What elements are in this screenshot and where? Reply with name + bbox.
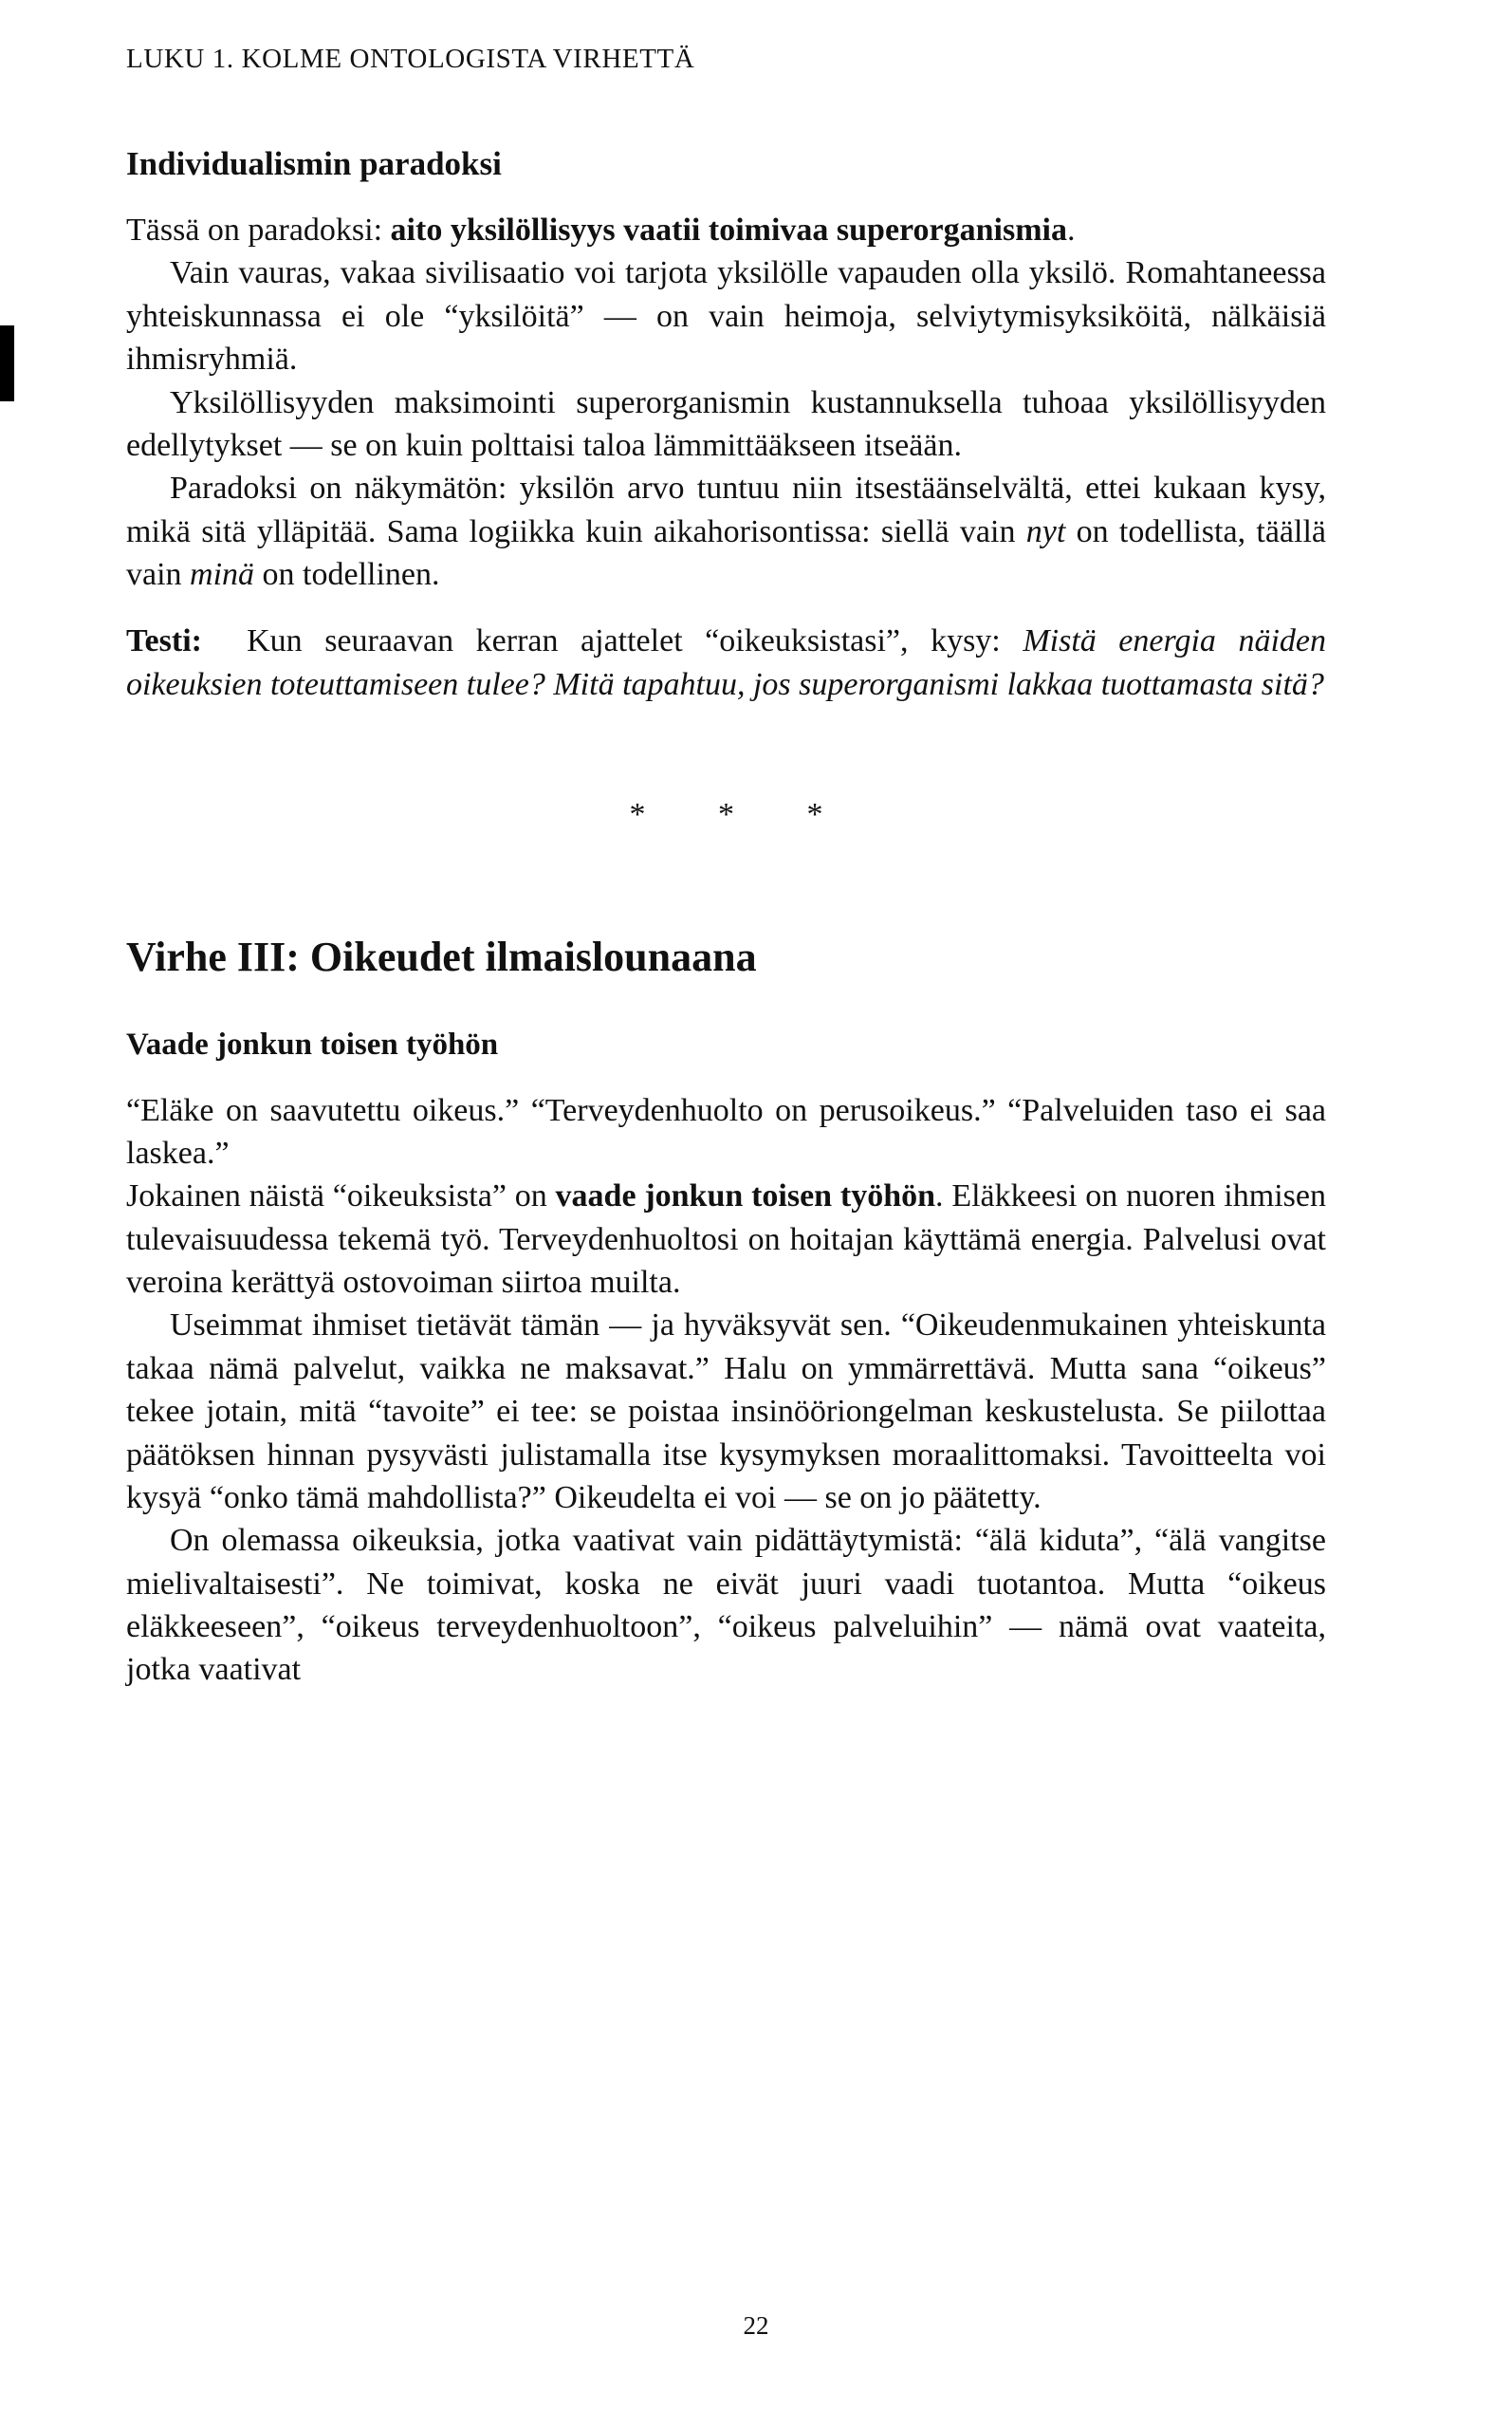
- paradox-p4-c: on todellinen.: [254, 557, 440, 592]
- paradox-lead-text: Tässä on paradoksi:: [126, 213, 391, 248]
- paradox-p4-italic-mina: minä: [190, 557, 255, 592]
- testi-label: Testi:: [126, 623, 202, 659]
- paragraph-jokainen-naista: [126, 1175, 1326, 1304]
- paragraph-on-olemassa-oikeuksia: On olemassa oikeuksia, jotka vaativat vain pidättäytymistä: “älä kiduta”, “älä vangitse mielivaltaisesti”. Ne toimivat, koska ne eivät juuri vaadi tuotantoa. Mutta “oikeus eläkkeeseen”, “oikeus terveydenhuoltoon”, “oikeus palveluihin” — nämä ovat vaateita, jotka vaativat: [126, 1523, 1326, 1688]
- paragraph-elake-quotes: “Eläke on saavutettu oikeus.” “Terveydenhuolto on perusoikeus.” “Palveluiden taso ei saa laskea.”: [126, 1092, 1326, 1171]
- paragraph-paradox-lead: [126, 209, 1326, 251]
- running-header: LUKU 1. KOLME ONTOLOGISTA VIRHETTÄ: [126, 44, 695, 74]
- paradox-lead-bold: aito yksilöllisyys vaatii toimivaa superorganismia: [390, 213, 1067, 248]
- jokainen-lead: Jokainen näistä “oikeuksista” on: [126, 1178, 556, 1214]
- section-divider-asterisks: * * *: [629, 797, 856, 833]
- paradox-p4-a: Paradoksi on näkymätön: yksilön arvo tuntuu niin itsestäänselvältä, ettei kukaan kysy, mikä sitä ylläpitää. Sama logiikka kuin aikahorisontissa: siellä vain: [126, 471, 1326, 549]
- paragraph-paradoksi-nakymaton: [126, 467, 1326, 596]
- heading-individualismin-paradoksi: Individualismin paradoksi: [126, 145, 502, 182]
- jokainen-tail: . Eläkkeesi on nuoren ihmisen tulevaisuudessa tekemä työ. Terveydenhuoltosi on hoitajan käyttämä energia. Palvelusi ovat veroina kerättyä ostovoiman siirtoa muilta.: [126, 1178, 1326, 1301]
- jokainen-bold-vaade: vaade jonkun toisen työhön: [555, 1178, 936, 1214]
- paradox-p4-italic-nyt: nyt: [1025, 513, 1066, 549]
- page-content: [126, 0, 1326, 1692]
- margin-change-bar: [0, 325, 14, 401]
- page-number: 22: [743, 2311, 769, 2340]
- paragraph-yksilollisyyden-maksimointi: Yksilöllisyyden maksimointi superorganismin kustannuksella tuhoaa yksilöllisyyden edellytykset — se on kuin polttaisi taloa lämmittääkseen itseään.: [126, 384, 1326, 463]
- subheading-vaade-jonkun-toisen-tyohon: Vaade jonkun toisen työhön: [126, 1027, 499, 1062]
- testi-plain-text: Kun seuraavan kerran ajattelet “oikeuksistasi”, kysy:: [247, 623, 1023, 659]
- paradox-p4-b: on todellista, täällä vain: [126, 513, 1326, 592]
- heading-virhe-iii: Virhe III: Oikeudet ilmaislounaana: [126, 934, 757, 981]
- paragraph-useimmat-ihmiset: Useimmat ihmiset tietävät tämän — ja hyväksyvät sen. “Oikeudenmukainen yhteiskunta takaa nämä palvelut, vaikka ne maksavat.” Halu on ymmärrettävä. Mutta sana “oikeus” tekee jotain, mitä “tavoite” ei tee: se poistaa insinööriongelman keskustelusta. Se piilottaa päätöksen hinnan pysyvästi julistamalla itse kysymyksen moraalittomaksi. Tavoitteelta voi kysyä “onko tämä mahdollista?” Oikeudelta ei voi — se on jo päätetty.: [126, 1307, 1326, 1515]
- paragraph-vain-vauras: Vain vauras, vakaa sivilisaatio voi tarjota yksilölle vapauden olla yksilö. Romahtaneessa yhteiskunnassa ei ole “yksilöitä” — on vain heimoja, selviytymisyksiköitä, nälkäisiä ihmisryhmiä.: [126, 255, 1326, 378]
- paragraph-testi: [126, 620, 1326, 706]
- paradox-lead-tail: .: [1066, 213, 1076, 248]
- testi-italic-question: Mistä energia näiden oikeuksien toteuttamiseen tulee? Mitä tapahtuu, jos superorganismi lakkaa tuottamasta sitä?: [126, 623, 1326, 702]
